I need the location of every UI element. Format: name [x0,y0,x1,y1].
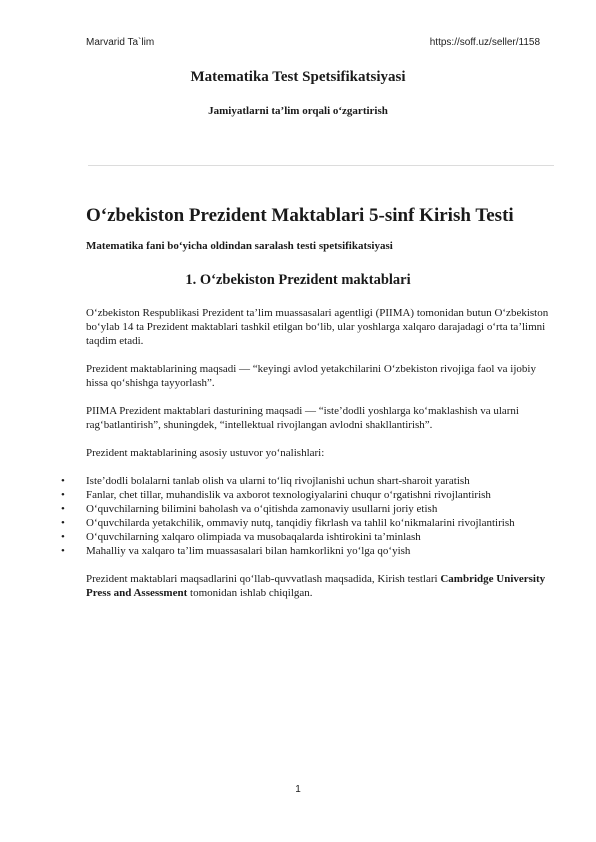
section-title: 1. O‘zbekiston Prezident maktablari [185,272,411,288]
header-author: Marvarid Ta`lim [86,37,155,48]
list-item: • Fanlar, chet tillar, muhandislik va axborot texnologiyalarini chuqur o‘rgatishni rivojlantirish [86,488,556,502]
paragraph-goal: Prezident maktablarining maqsadi — “keyingi avlod yetakchilarini O‘zbekiston rivojiga faol va ijobiy hissa qo‘shishga tayyorlash”. [86,363,536,389]
page-number: 1 [295,784,301,795]
header-url: https://soff.uz/seller/1158 [429,37,540,48]
paragraph-priorities: Prezident maktablarining asosiy ustuvor yo‘nalishlari: [86,447,325,459]
main-title: O‘zbekiston Prezident Maktablari 5-sinf Kirish Testi [86,205,514,226]
document-subtitle: Jamiyatlarni ta’lim orqali o‘zgartirish [208,105,388,117]
document-title: Matematika Test Spetsifikatsiyasi [190,69,406,85]
list-item: • O‘quvchilarning bilimini baholash va o‘qitishda zamonaviy usullarni joriy etish [86,502,556,516]
list-item: • O‘quvchilarning xalqaro olimpiada va musobaqalarda ishtirokini ta’minlash [86,530,556,544]
closing-text: Prezident maktablari maqsadlarini qo‘llab-quvvatlash maqsadida, Kirish testlari [86,573,441,585]
list-item: • O‘quvchilarda yetakchilik, ommaviy nutq, tanqidiy fikrlash va tahlil ko‘nikmalarini rivojlantirish [86,516,556,530]
closing-text-end: tomonidan ishlab chiqilgan. [187,587,313,599]
list-item: • Mahalliy va xalqaro ta’lim muassasalari bilan hamkorlikni yo‘lga qo‘yish [86,544,556,558]
priorities-list [61,474,556,558]
list-item: • Iste’dodli bolalarni tanlab olish va ularni to‘liq rivojlanishi uchun shart-sharoit yaratish [86,474,556,488]
main-subtitle: Matematika fani bo‘yicha oldindan saralash testi spetsifikatsiyasi [86,240,393,252]
horizontal-divider [88,165,554,166]
paragraph-closing [86,572,556,600]
paragraph-intro: O‘zbekiston Respublikasi Prezident ta’lim muassasalari agentligi (PIIMA) tomonidan butun O‘zbekiston bo‘ylab 14 ta Prezident maktablari tashkil etilgan bo‘lib, ular yoshlarga xalqaro darajadagi o‘rta ta’limni taqdim etadi. [86,307,549,347]
paragraph-program: PIIMA Prezident maktablari dasturining maqsadi — “iste’dodli yoshlarga ko‘maklashish va ularni rag‘batlantirish”, shuningdek, “intellektual rivojlangan avlodni shakllantirish”. [86,405,519,431]
closing-bold-org: Cambridge University Press and Assessment [86,573,546,599]
section-body [86,306,556,614]
